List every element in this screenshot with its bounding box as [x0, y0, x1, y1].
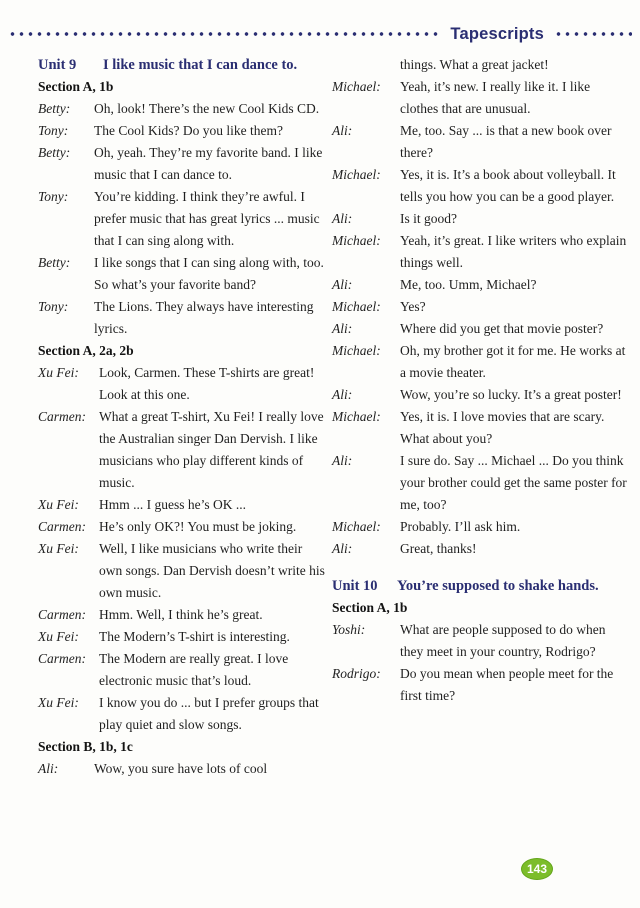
speaker-label: Carmen: — [38, 519, 86, 534]
dialogue-text: Yes? — [400, 299, 426, 314]
dialogue-row — [38, 120, 326, 142]
content-columns — [0, 54, 640, 780]
dialogue-row — [38, 516, 326, 538]
dialogue-text: Wow, you sure have lots of cool — [94, 761, 268, 776]
dialogue-text: Oh, my brother got it for me. He works at a movie theater. — [400, 343, 626, 380]
page-number-badge: 143 — [521, 858, 553, 880]
section-header: Section B, 1b, 1c — [38, 739, 133, 754]
dialogue-row — [332, 274, 628, 296]
dialogue-row — [332, 296, 628, 318]
unit-header — [38, 54, 326, 76]
speaker-label: Ali: — [332, 277, 353, 292]
dialogue-text: Me, too. Say ... is that a new book over there? — [400, 123, 612, 160]
speaker-label: Ali: — [332, 453, 353, 468]
section-header: Section A, 2a, 2b — [38, 343, 134, 358]
dialogue-row — [332, 619, 628, 663]
speaker-label: Carmen: — [38, 409, 86, 424]
dialogue-row — [332, 208, 628, 230]
page-header — [0, 24, 640, 44]
dialogue-row — [332, 340, 628, 384]
speaker-label: Xu Fei: — [38, 695, 79, 710]
dialogue-row — [38, 626, 326, 648]
dialogue-text: The Cool Kids? Do you like them? — [94, 123, 283, 138]
dialogue-row — [38, 538, 326, 604]
dialogue-row — [332, 76, 628, 120]
dialogue-text: Where did you get that movie poster? — [400, 321, 604, 336]
column-left — [38, 54, 326, 780]
dialogue-text: Yes, it is. I love movies that are scary. What about you? — [400, 409, 605, 446]
speaker-label: Xu Fei: — [38, 541, 79, 556]
section-header: Section A, 1b — [38, 79, 114, 94]
dialogue-row — [332, 516, 628, 538]
dialogue-row — [38, 296, 326, 340]
speaker-label: Xu Fei: — [38, 497, 79, 512]
dialogue-text: What are people supposed to do when they meet in your country, Rodrigo? — [400, 622, 606, 659]
column-right — [332, 54, 628, 780]
dialogue-row — [332, 663, 628, 707]
dialogue-row — [38, 362, 326, 406]
dialogue-text: The Modern’s T-shirt is interesting. — [99, 629, 290, 644]
dialogue-text: Yes, it is. It’s a book about volleyball. It tells you how you can be a good player. — [400, 167, 616, 204]
dialogue-text: Oh, look! There’s the new Cool Kids CD. — [94, 101, 320, 116]
dialogue-row — [38, 406, 326, 494]
dialogue-continuation: things. What a great jacket! — [400, 57, 549, 72]
unit-title: I like music that I can dance to. — [103, 57, 298, 73]
speaker-label: Michael: — [332, 409, 381, 424]
dialogue-text: Look, Carmen. These T-shirts are great! Look at this one. — [99, 365, 315, 402]
speaker-label: Betty: — [38, 145, 71, 160]
unit-number: Unit 9 — [38, 57, 77, 73]
speaker-label: Carmen: — [38, 651, 86, 666]
speaker-label: Carmen: — [38, 607, 86, 622]
speaker-label: Michael: — [332, 519, 381, 534]
dialogue-row — [332, 164, 628, 208]
speaker-label: Michael: — [332, 167, 381, 182]
dialogue-text: Oh, yeah. They’re my favorite band. I like music that I can dance to. — [94, 145, 323, 182]
dialogue-text: Well, I like musicians who write their own songs. Dan Dervish doesn’t write his own music. — [99, 541, 325, 600]
dialogue-row — [38, 494, 326, 516]
dialogue-row — [38, 142, 326, 186]
dialogue-text: Hmm. Well, I think he’s great. — [99, 607, 263, 622]
speaker-label: Michael: — [332, 233, 381, 248]
speaker-label: Michael: — [332, 79, 381, 94]
dotted-rule-right-icon — [554, 31, 632, 37]
unit-number: Unit 10 — [332, 578, 378, 594]
dialogue-text: He’s only OK?! You must be joking. — [99, 519, 297, 534]
dialogue-text: Wow, you’re so lucky. It’s a great poster! — [400, 387, 622, 402]
dialogue-row — [38, 186, 326, 252]
dialogue-text: Great, thanks! — [400, 541, 477, 556]
page-header-title: Tapescripts — [450, 24, 544, 43]
dialogue-row — [332, 406, 628, 450]
dotted-rule-left-icon — [8, 31, 440, 37]
speaker-label: Rodrigo: — [332, 666, 381, 681]
dialogue-text: Probably. I’ll ask him. — [400, 519, 521, 534]
speaker-label: Ali: — [332, 211, 353, 226]
speaker-label: Ali: — [332, 321, 353, 336]
dialogue-row — [332, 318, 628, 340]
speaker-label: Yoshi: — [332, 622, 366, 637]
dialogue-row — [38, 648, 326, 692]
dialogue-text: You’re kidding. I think they’re awful. I prefer music that has great lyrics ... music that I can sing along with. — [94, 189, 320, 248]
dialogue-row — [38, 692, 326, 736]
speaker-label: Ali: — [38, 761, 59, 776]
speaker-label: Xu Fei: — [38, 629, 79, 644]
dialogue-text: Yeah, it’s great. I like writers who explain things well. — [400, 233, 627, 270]
speaker-label: Ali: — [332, 387, 353, 402]
dialogue-row — [332, 120, 628, 164]
dialogue-row — [332, 230, 628, 274]
dialogue-text: Is it good? — [400, 211, 457, 226]
dialogue-row — [38, 604, 326, 626]
unit-gap — [332, 560, 628, 575]
dialogue-text: Do you mean when people meet for the first time? — [400, 666, 614, 703]
dialogue-text: The Modern are really great. I love electronic music that’s loud. — [99, 651, 289, 688]
speaker-label: Tony: — [38, 189, 69, 204]
dialogue-text: Yeah, it’s new. I really like it. I like clothes that are unusual. — [400, 79, 591, 116]
section-header: Section A, 1b — [332, 600, 408, 615]
dialogue-row — [38, 758, 326, 780]
speaker-label: Betty: — [38, 101, 71, 116]
dialogue-row — [332, 384, 628, 406]
speaker-label: Xu Fei: — [38, 365, 79, 380]
unit-title: You’re supposed to shake hands. — [397, 578, 599, 594]
dialogue-row — [332, 450, 628, 516]
speaker-label: Tony: — [38, 299, 69, 314]
dialogue-row — [38, 252, 326, 296]
speaker-label: Tony: — [38, 123, 69, 138]
unit-header — [332, 575, 628, 597]
dialogue-text: What a great T-shirt, Xu Fei! I really love the Australian singer Dan Dervish. I like musicians who play different kinds of music. — [99, 409, 324, 490]
dialogue-text: I know you do ... but I prefer groups that play quiet and slow songs. — [99, 695, 319, 732]
speaker-label: Michael: — [332, 299, 381, 314]
dialogue-text: Hmm ... I guess he’s OK ... — [99, 497, 246, 512]
speaker-label: Michael: — [332, 343, 381, 358]
speaker-label: Betty: — [38, 255, 71, 270]
dialogue-row — [38, 98, 326, 120]
dialogue-row — [332, 538, 628, 560]
speaker-label: Ali: — [332, 541, 353, 556]
dialogue-text: I like songs that I can sing along with, too. So what’s your favorite band? — [94, 255, 324, 292]
dialogue-text: I sure do. Say ... Michael ... Do you think your brother could get the same poster for me, too? — [400, 453, 627, 512]
speaker-label: Ali: — [332, 123, 353, 138]
dialogue-text: The Lions. They always have interesting lyrics. — [94, 299, 314, 336]
dialogue-text: Me, too. Umm, Michael? — [400, 277, 537, 292]
